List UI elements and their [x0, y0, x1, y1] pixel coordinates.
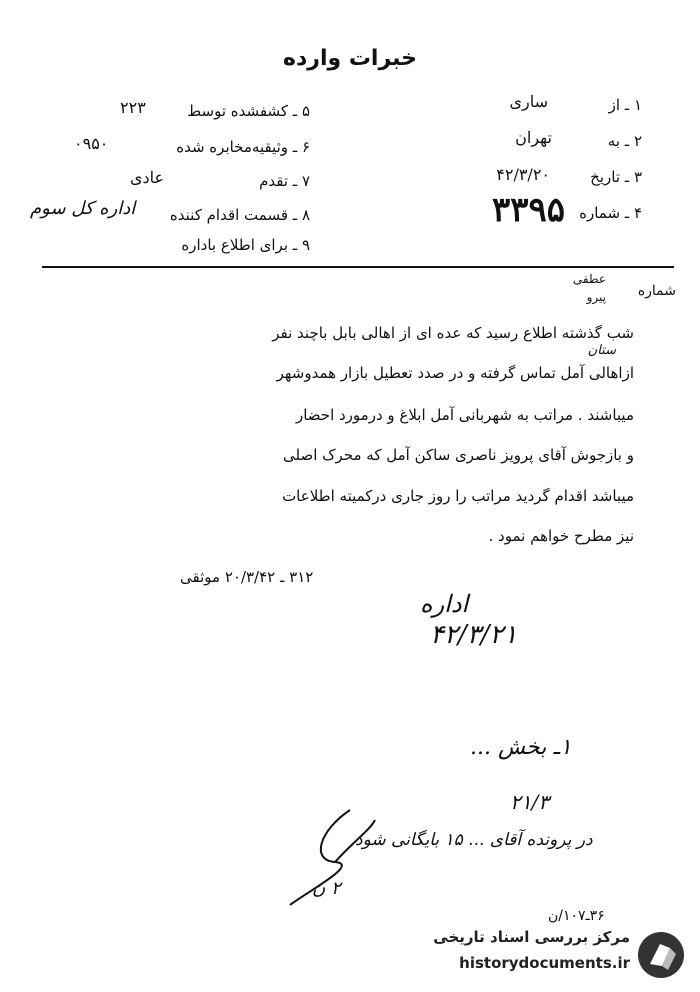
handwritten-note-4: در پرونده آقای ... ۱۵ بایگانی شود: [355, 830, 593, 850]
document-value: ۰۹۵۰: [74, 134, 109, 153]
body-line-1: شب گذشته اطلاع رسید که عده ای از اهالی بابل باچند نفر: [272, 324, 634, 342]
body-line-5: میباشد اقدام گردید مراتب را روز جاری درکمیته اطلاعات: [282, 487, 634, 505]
body-insert: ستان: [587, 343, 616, 358]
action-label: ۸ ـ قسمت اقدام کننده: [169, 206, 310, 224]
body-line-4: و بازجوش آقای پرویز ناصری ساکن آمل که محرک اصلی: [282, 446, 634, 464]
date-value: ۴۲/۳/۲۰: [496, 165, 550, 184]
to-label: ۲ ـ به: [607, 132, 642, 150]
from-value: ساری: [509, 92, 548, 111]
handwritten-note-5: ۲ ن: [312, 878, 341, 899]
footer-site-name: مرکز بررسی اسناد تاریخی: [433, 928, 630, 946]
side-number-label: شماره: [637, 283, 676, 299]
handwritten-note-2: ۱ـ بخش ...: [470, 735, 572, 760]
handwritten-flourish: [280, 800, 380, 910]
body-line-2: ازاهالی آمل تماس گرفته و در صدد تعطیل بازار همدوشهر: [276, 364, 634, 382]
action-value: اداره کل سوم: [30, 198, 136, 219]
body-line-6: نیز مطرح خواهم نمود .: [488, 527, 634, 545]
handwritten-note-1-date: ۴۲/۳/۲۱: [430, 620, 518, 650]
number-label: ۴ ـ شماره: [579, 204, 642, 222]
document-code: ۳۶ـ۱۰۷/ن: [548, 908, 605, 924]
footer-watermark: [418, 926, 690, 986]
side-tag-top: عطفی: [572, 272, 606, 286]
discovered-value: ۲۲۳: [120, 98, 146, 117]
document-title: خبرات وارده: [283, 46, 417, 71]
handwritten-note-3: ۲۱/۳: [510, 790, 549, 814]
footer-site-url: historydocuments.ir: [459, 954, 630, 972]
priority-value: عادی: [130, 168, 165, 187]
from-label: ۱ ـ از: [608, 96, 642, 114]
discovered-label: ۵ ـ کشفشده توسط: [187, 102, 310, 120]
header-divider: [42, 266, 674, 268]
to-value: تهران: [515, 128, 552, 147]
document-label: ۶ ـ وثیقیه‌مخابره شده: [176, 138, 310, 156]
signature-line: ۳۱۲ ـ ۲۰/۳/۴۲ موثقی: [180, 568, 314, 586]
priority-label: ۷ ـ تقدم: [259, 172, 310, 190]
side-tag-bottom: پیرو: [586, 290, 606, 304]
body-line-3: میباشند . مراتب به شهربانی آمل ابلاغ و درمورد احضار: [295, 406, 634, 424]
handwritten-note-1: اداره: [420, 590, 469, 618]
date-label: ۳ ـ تاریخ: [590, 168, 642, 186]
site-logo-icon: [636, 930, 686, 980]
info-label: ۹ ـ برای اطلاع باداره: [181, 236, 310, 254]
number-value: ۳۳۹۵: [491, 190, 565, 230]
